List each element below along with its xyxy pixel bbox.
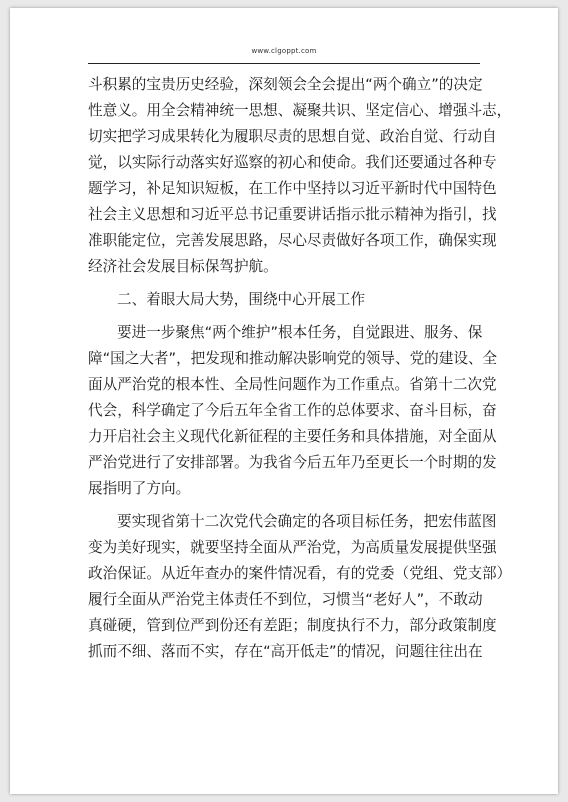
text-line: 障“国之大者”，把发现和推动解决影响党的领导、党的建设、全 [88,350,498,367]
text-line: 觉，以实际行动落实好巡察的初心和使命。我们还要通过各种专 [88,154,497,171]
section-heading [88,287,480,313]
text-line: 履行全面从严治党主体责任不到位，习惯当“老好人”，不敢动 [88,591,483,608]
text-line: 经济社会发展目标保驾护航。 [88,258,278,275]
text-line: 性意义。用全会精神统一思想、凝聚共识、坚定信心、增强斗志， [88,102,512,119]
document-page [10,8,558,794]
text-line: 要实现省第十二次党代会确定的各项目标任务，把宏伟蓝图 [117,513,497,530]
text-line: 抓而不细、落而不实，存在“高开低走”的情况，问题往往出在 [88,643,483,660]
text-line: 真碰硬，管到位严到份还有差距；制度执行不力，部分政策制度 [88,617,497,634]
text-line: 变为美好现实，就要坚持全面从严治党，为高质量发展提供坚强 [88,539,497,556]
text-line: 题学习，补足知识短板，在工作中坚持以习近平新时代中国特色 [88,180,497,197]
text-line: 面从严治党的根本性、全局性问题作为工作重点。省第十二次党 [88,376,497,393]
text-line: 切实把学习成果转化为履职尽责的思想自觉、政治自觉、行动自 [88,128,497,145]
page-header [88,43,480,64]
text-line: 斗积累的宝贵历史经验，深刻领会全会提出“两个确立”的决定 [88,76,483,93]
text-line: 展指明了方向。 [88,480,191,497]
paragraph [88,320,498,502]
text-line: 严治党进行了安排部署。为我省今后五年乃至更长一个时期的发 [88,454,497,471]
text-line: 政治保证。从近年查办的案件情况看，有的党委（党组、党支部） [88,565,512,582]
text-line: 社会主义思想和习近平总书记重要讲话指示批示精神为指引，找 [88,206,497,223]
header-website-text: www.clgoppt.com [251,47,317,55]
paragraph [88,72,512,280]
text-line: 力开启社会主义现代化新征程的主要任务和具体措施，对全面从 [88,428,497,445]
text-line: 要进一步聚焦“两个维护”根本任务，自觉跟进、服务、保 [117,324,483,341]
text-line: 代会，科学确定了今后五年全省工作的总体要求、奋斗目标，奋 [88,402,497,419]
paragraph [88,509,512,665]
text-line: 准职能定位，完善发展思路，尽心尽责做好各项工作，确保实现 [88,232,497,249]
document-body [88,72,512,665]
heading-text: 二、着眼大局大势，围绕中心开展工作 [117,291,366,308]
